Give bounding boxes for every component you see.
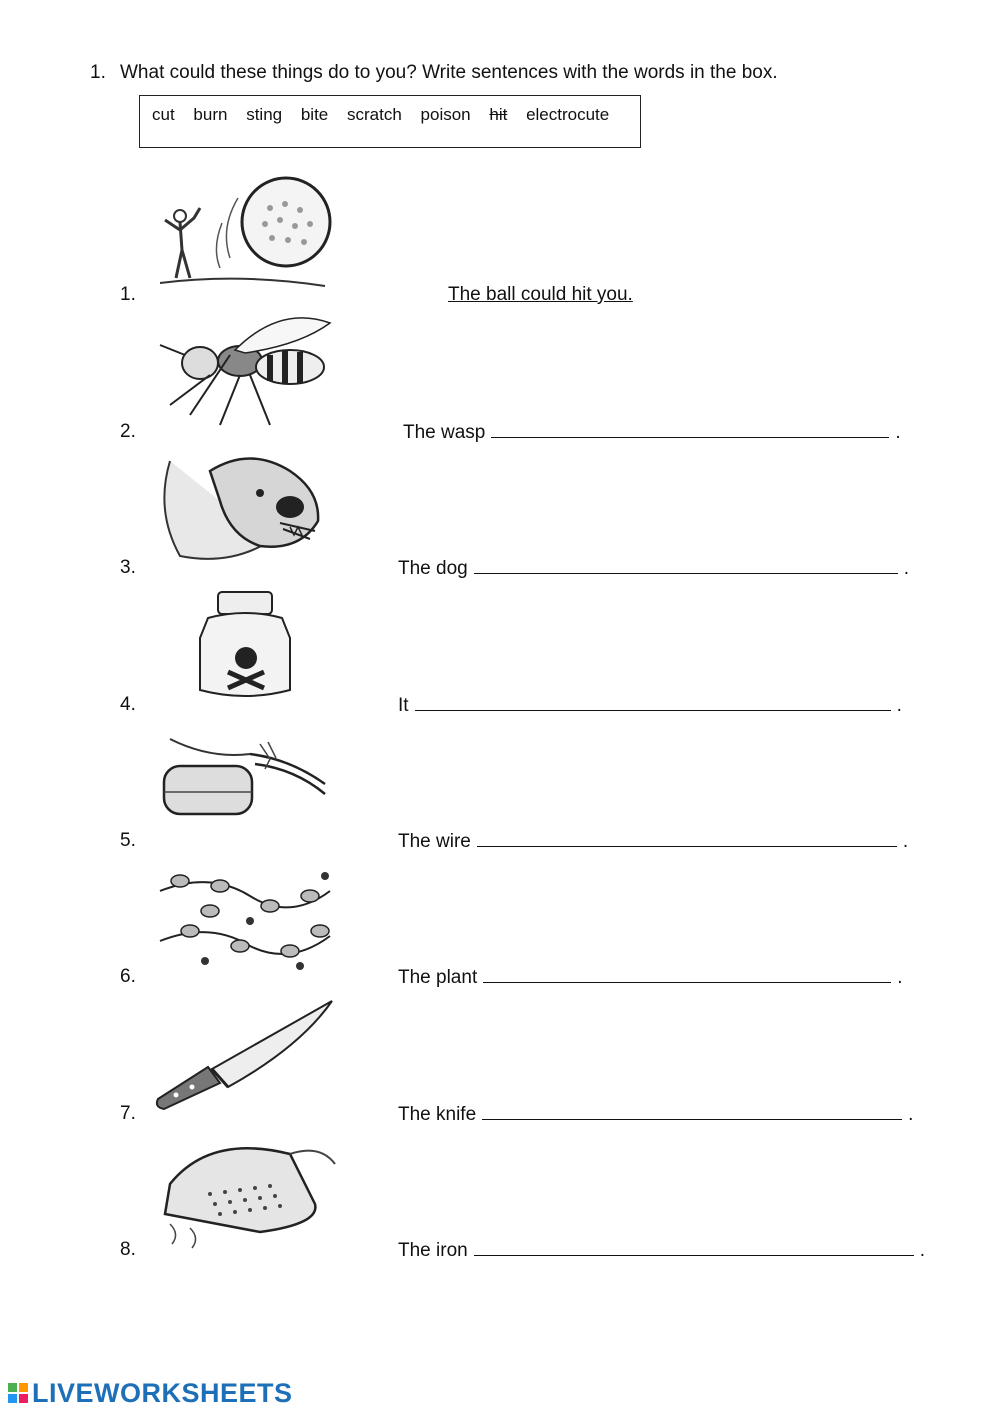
item-number: 1. xyxy=(120,284,136,305)
sentence-start: The plant xyxy=(398,967,478,988)
instruction xyxy=(90,62,778,84)
sentence-start: The iron xyxy=(398,1240,468,1261)
word-scratch: scratch xyxy=(347,105,402,124)
sentence-end: . xyxy=(896,695,902,716)
word-electrocute: electrocute xyxy=(526,105,610,124)
answer-blank[interactable] xyxy=(491,421,889,438)
sentence-6 xyxy=(398,966,903,989)
instruction-text: What could these things do to you? Write sentences with the words in the box. xyxy=(120,62,778,83)
sentence-start: The wasp xyxy=(403,422,486,443)
sentence-end: . xyxy=(902,831,909,852)
sentence-end: . xyxy=(897,967,903,988)
knife-picture xyxy=(150,987,340,1115)
item-number: 2. xyxy=(120,421,136,442)
answer-blank[interactable] xyxy=(483,966,891,983)
item-number: 5. xyxy=(120,830,136,851)
answer-blank[interactable] xyxy=(415,694,891,711)
sentence-4 xyxy=(398,694,902,717)
word-sting: sting xyxy=(246,105,283,124)
item-number: 8. xyxy=(120,1239,136,1260)
logo-text: LIVEWORKSHEETS xyxy=(32,1378,293,1408)
word-bite: bite xyxy=(300,105,329,124)
thorny-plant-picture xyxy=(150,851,340,979)
logo-grid-icon xyxy=(8,1383,28,1403)
word-burn: burn xyxy=(193,105,228,124)
instruction-number: 1. xyxy=(90,62,106,83)
word-list xyxy=(152,105,623,125)
sentence-2 xyxy=(403,421,901,444)
sentence-end: . xyxy=(895,422,901,443)
example-answer: The ball could hit you. xyxy=(448,284,633,305)
wire-picture xyxy=(150,714,340,842)
word-box xyxy=(139,95,641,148)
sentence-start: The dog xyxy=(398,558,468,579)
item-number: 3. xyxy=(120,557,136,578)
item-number: 6. xyxy=(120,966,136,987)
word-cut: cut xyxy=(152,105,175,124)
answer-blank[interactable] xyxy=(474,1239,914,1256)
sentence-end: . xyxy=(903,558,910,579)
dog-picture xyxy=(150,441,340,569)
sentence-start: The knife xyxy=(398,1104,477,1125)
sentence-7 xyxy=(398,1103,913,1126)
sentence-8 xyxy=(398,1239,925,1262)
sentence-end: . xyxy=(919,1240,925,1261)
golf-ball-picture xyxy=(150,168,340,296)
answer-blank[interactable] xyxy=(477,830,897,847)
sentence-5 xyxy=(398,830,908,853)
iron-picture xyxy=(150,1124,340,1252)
sentence-start: It xyxy=(398,695,409,716)
sentence-3 xyxy=(398,557,909,580)
sentence-end: . xyxy=(908,1104,914,1125)
answer-blank[interactable] xyxy=(474,557,898,574)
answer-blank[interactable] xyxy=(482,1103,902,1120)
word-hit-crossed-out: hit xyxy=(489,105,508,124)
wasp-picture xyxy=(150,305,340,433)
word-poison: poison xyxy=(420,105,471,124)
sentence-start: The wire xyxy=(398,831,471,852)
item-number: 7. xyxy=(120,1103,136,1124)
item-number: 4. xyxy=(120,694,136,715)
poison-bottle-picture xyxy=(150,578,340,706)
